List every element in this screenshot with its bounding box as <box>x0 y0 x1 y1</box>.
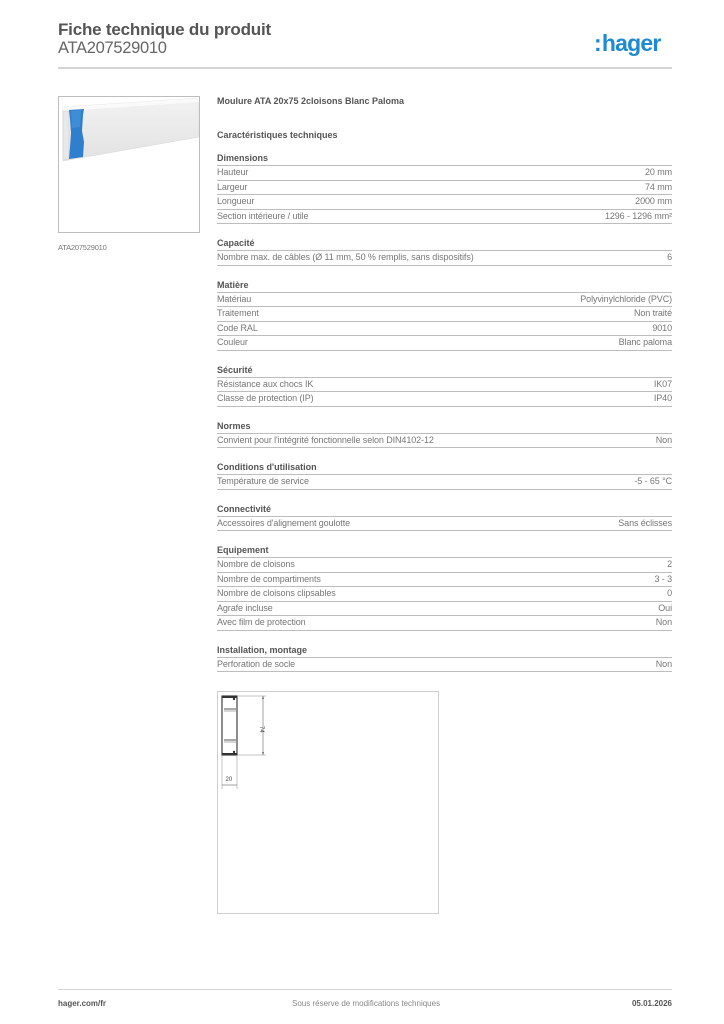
spec-value: Non traité <box>633 308 672 318</box>
product-name: Moulure ATA 20x75 2cloisons Blanc Paloma <box>217 96 405 106</box>
spec-row <box>217 517 672 532</box>
group-connectivite <box>217 504 672 532</box>
group-title: Normes <box>217 421 672 434</box>
group-title: Sécurité <box>217 365 672 378</box>
group-title: Conditions d'utilisation <box>217 462 672 475</box>
spec-label: Matériau <box>217 293 252 304</box>
spec-label: Nombre de cloisons <box>217 559 295 569</box>
spec-row <box>217 181 672 196</box>
page-title: Fiche technique du produit <box>58 20 271 39</box>
group-title: Dimensions <box>217 153 672 166</box>
group-title: Connectivité <box>217 504 672 517</box>
group-dimensions <box>217 153 672 224</box>
spec-label: Longueur <box>217 196 255 206</box>
spec-value: 20 mm <box>644 167 672 177</box>
logo-text: hager <box>601 30 661 56</box>
spec-value: IP40 <box>653 393 672 403</box>
group-capacite <box>217 238 672 266</box>
spec-value: 1296 - 1296 mm² <box>604 210 672 221</box>
spec-label: Nombre de cloisons clipsables <box>217 588 336 598</box>
cross-section-drawing <box>218 692 438 913</box>
spec-row <box>217 616 672 631</box>
spec-value: 3 - 3 <box>654 573 672 584</box>
group-matiere <box>217 280 672 351</box>
spec-label: Section intérieure / utile <box>217 210 309 221</box>
spec-row <box>217 251 672 266</box>
logo-colon: : <box>594 30 601 56</box>
spec-row <box>217 602 672 617</box>
spec-label: Agrafe incluse <box>217 602 273 613</box>
group-normes <box>217 421 672 449</box>
spec-row <box>217 475 672 490</box>
spec-label: Perforation de socle <box>217 658 296 669</box>
hager-logo <box>594 30 661 57</box>
group-conditions <box>217 462 672 490</box>
spec-row <box>217 210 672 225</box>
spec-label: Traitement <box>217 308 259 318</box>
spec-label: Accessoires d'alignement goulotte <box>217 517 350 528</box>
spec-value: Blanc paloma <box>618 337 672 347</box>
footer-disclaimer: Sous réserve de modifications techniques <box>292 999 441 1008</box>
group-title: Equipement <box>217 545 672 558</box>
spec-label: Avec film de protection <box>217 617 306 627</box>
group-title: Capacité <box>217 238 672 251</box>
spec-row <box>217 587 672 602</box>
group-title: Installation, montage <box>217 645 672 658</box>
spec-row <box>217 195 672 210</box>
spec-value: 2000 mm <box>635 196 672 206</box>
spec-value: 9010 <box>652 322 672 333</box>
technical-drawing <box>217 691 439 914</box>
spec-label: Nombre de compartiments <box>217 573 321 584</box>
footer-date: 05.01.2026 <box>631 999 672 1008</box>
cable-trunking-image <box>59 97 199 232</box>
product-image <box>58 96 200 233</box>
footer-website: hager.com/fr <box>58 999 107 1008</box>
spec-value: -5 - 65 °C <box>634 476 672 486</box>
spec-row <box>217 658 672 673</box>
footer-divider <box>58 989 672 990</box>
section-heading: Caractéristiques techniques <box>217 130 338 140</box>
spec-value: 0 <box>667 588 672 598</box>
spec-value: Non <box>655 434 672 445</box>
spec-label: Classe de protection (IP) <box>217 393 314 403</box>
height-dimension-label: 74 <box>258 726 264 733</box>
width-dimension-label: 20 <box>225 777 233 783</box>
spec-label: Code RAL <box>217 322 258 333</box>
spec-value: Oui <box>658 602 672 613</box>
group-securite <box>217 365 672 407</box>
spec-row <box>217 392 672 407</box>
header-divider <box>58 67 672 69</box>
spec-value: Sans éclisses <box>618 517 672 528</box>
spec-row <box>217 378 672 393</box>
spec-label: Hauteur <box>217 167 249 177</box>
group-title: Matière <box>217 280 672 293</box>
spec-value: 74 mm <box>644 181 672 192</box>
spec-value: Polyvinylchloride (PVC) <box>580 293 672 304</box>
spec-content <box>217 95 672 703</box>
spec-row <box>217 336 672 351</box>
product-reference: ATA207529010 <box>58 39 167 57</box>
group-installation <box>217 645 672 673</box>
spec-row <box>217 573 672 588</box>
spec-value: 6 <box>667 252 672 262</box>
spec-value: IK07 <box>653 378 672 389</box>
spec-row <box>217 307 672 322</box>
group-equipement <box>217 545 672 631</box>
spec-value: Non <box>655 658 672 669</box>
spec-label: Température de service <box>217 476 309 486</box>
spec-row <box>217 322 672 337</box>
spec-label: Largeur <box>217 181 248 192</box>
image-caption: ATA207529010 <box>58 243 107 252</box>
spec-value: 2 <box>667 559 672 569</box>
spec-value: Non <box>655 617 672 627</box>
spec-row <box>217 293 672 308</box>
spec-label: Résistance aux chocs IK <box>217 378 314 389</box>
spec-row <box>217 434 672 449</box>
spec-label: Couleur <box>217 337 248 347</box>
spec-label: Nombre max. de câbles (Ø 11 mm, 50 % remplis, sans dispositifs) <box>217 252 474 262</box>
spec-label: Convient pour l'intégrité fonctionnelle selon DIN4102-12 <box>217 434 434 445</box>
spec-row <box>217 558 672 573</box>
spec-row <box>217 166 672 181</box>
